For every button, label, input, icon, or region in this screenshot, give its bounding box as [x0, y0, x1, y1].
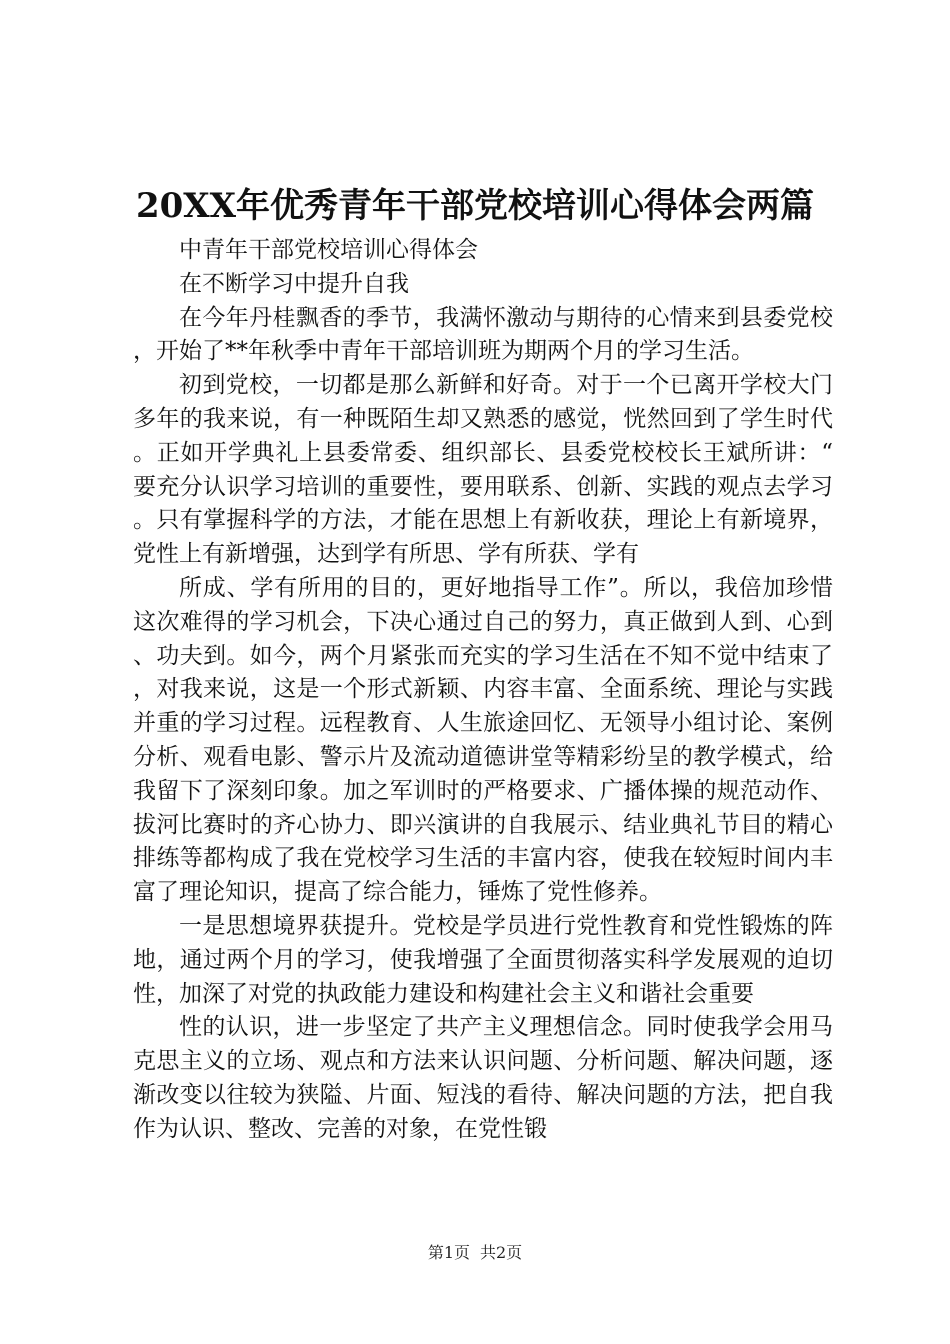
- body-paragraph: 一是思想境界获提升。党校是学员进行党性教育和党性锻炼的阵地，通过两个月的学习，使我增强了全面贯彻落实科学发展观的迫切性，加深了对党的执政能力建设和构建社会主义和谐社会重要: [133, 912, 833, 1007]
- body-paragraph: 性的认识，进一步坚定了共产主义理想信念。同时使我学会用马克思主义的立场、观点和方法来认识问题、分析问题、解决问题，逐渐改变以往较为狭隘、片面、短浅的看待、解决问题的方法，把自我作为认识、整改、完善的对象，在党性锻: [133, 1014, 833, 1142]
- page-footer: [0, 1242, 950, 1264]
- body-paragraph: 所成、学有所用的目的，更好地指导工作”。所以，我倍加珍惜这次难得的学习机会，下决心通过自己的努力，真正做到人到、心到、功夫到。如今，两个月紧张而充实的学习生活在不知不觉中结束了，对我来说，这是一个形式新颖、内容丰富、全面系统、理论与实践并重的学习过程。远程教育、人生旅途回忆、无领导小组讨论、案例分析、观看电影、警示片及流动道德讲堂等精彩纷呈的教学模式，给我留下了深刻印象。加之军训时的严格要求、广播体操的规范动作、拔河比赛时的齐心协力、即兴演讲的自我展示、结业典礼节目的精心排练等都构成了我在党校学习生活的丰富内容，使我在较短时间内丰富了理论知识，提高了综合能力，锤炼了党性修养。: [133, 574, 833, 906]
- page-total: 共2页: [480, 1243, 523, 1262]
- page-number: 第1页: [427, 1243, 470, 1262]
- document-title: 20XX年优秀青年干部党校培训心得体会两篇: [135, 185, 815, 226]
- section-heading-paragraph: 在不断学习中提升自我: [179, 270, 409, 297]
- body-paragraph: 在今年丹桂飘香的季节，我满怀激动与期待的心情来到县委党校，开始了**年秋季中青年干部培训班为期两个月的学习生活。: [133, 304, 833, 365]
- document-body: [133, 234, 833, 1147]
- subtitle-paragraph: 中青年干部党校培训心得体会: [179, 237, 478, 263]
- body-paragraph: 初到党校，一切都是那么新鲜和好奇。对于一个已离开学校大门多年的我来说，有一种既陌生却又熟悉的感觉，恍然回到了学生时代。正如开学典礼上县委常委、组织部长、县委党校校长王斌所讲：“要充分认识学习培训的重要性，要用联系、创新、实践的观点去学习。只有掌握科学的方法，才能在思想上有新收获，理论上有新境界，党性上有新增强，达到学有所思、学有所获、学有: [133, 372, 833, 568]
